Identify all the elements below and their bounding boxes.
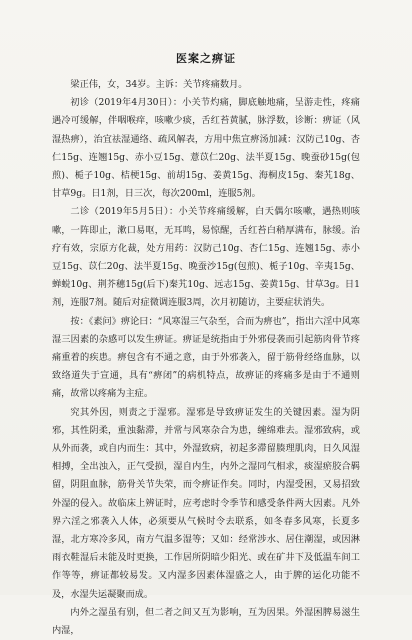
paragraph-patient-info: 梁正伟，女，34岁。主诉：关节疼痛数月。 [70, 79, 248, 90]
paragraph-external-cause: 究其外因，则责之于湿邪。湿邪是导致痹证发生的关键因素。湿为阴邪，其性阴柔，重浊黏滞，并常与风寒杂合为患，缠绵难去。湿邪致病，或从外而袭，或自内而生：其中，外湿致病，初起多滞留腠理肌肉，日久风湿相搏，全出浊入，正气受损，湿自内生，内外之湿同气相求，痰湿瘀胶合羁留，阴阻血脉，筋骨关节失荣，而令痹证作矣。同时，内湿受困，又易招致外湿的侵入。故临床上辨证时，应考虑时令季节和感受条件两大因素。凡外界六淫之邪袭入人体，必须要从气候时令去联系，如冬春多风寒，长夏多湿，北方寒冷多风，南方气温多湿等；又如：经常涉水、居住潮湿，或因淋雨衣鞋湿后未能及时更换，工作居所阴暗少阳光、或在矿井下及低温车间工作等等，痹证都较易发。又内湿多因素体湿盛之人，由于脾的运化功能不及，水湿失运凝聚而成。 [52, 406, 360, 600]
paragraph-second-visit: 二诊（2019年5月5日）：小关节疼痛缓解，白天偶尔咳嗽，遇热则咳嗽，一阵即止，漱口易呕，无耳鸣，易惊醒，舌红苔白稍厚满布，脉缓。治疗有效，宗原方化裁，处方用药：汉防己10g、杏仁15g、连翘15g、赤小豆15g、苡仁20g、法半夏15g、晚蚕沙15g(包煎)、栀子10g、辛夷15g、蝉蜕10g、荆芥穗15g(后下)秦艽10g、远志15g、姜黄15g、甘草3g。日1剂，连服7剂。随后对症微调连服3周，次月初随访，主要症状消失。 [52, 206, 360, 309]
paragraph-commentary: 按：《素问》痹论曰：“风寒湿三气杂至，合而为痹也”，指出六淫中风寒湿三因素的杂感可以发生痹证。痹证是统指由于外邪侵袭而引起筋肉骨节疼痛重着的疾患。痹包含有不通之意，由于外邪袭入，留于筋骨经络血脉，以致络道失于宣通，具有“痹闭”的病机特点，故痹证的疼痛多是由于不通则痛，故常以疼痛为主症。 [52, 315, 360, 400]
paragraph-first-visit: 初诊（2019年4月30日）：小关节灼痛，脚底触地痛，呈游走性，疼痛遇冷可缓解，伴咽喉痒，咳嗽少痰，舌红苔黄腻，脉浮数，诊断：痹证（风湿热痹），治宜祛湿通络、疏风解表，方用中焦宣痹汤加减：汉防己10g、杏仁15g、连翘15g、赤小豆15g、薏苡仁20g、法半夏15g、晚蚕砂15g(包煎)、栀子10g、桔梗15g、前胡15g、姜黄15g、海桐皮15g、秦艽18g、甘草9g。日1剂，日三次，每次200ml，连服5剂。 [52, 97, 360, 200]
paragraph-internal-external-dampness: 内外之湿虽有别，但二者之间又互为影响，互为因果。外湿困脾易滋生内湿， [52, 606, 360, 637]
document-title: 医案之痹证 [176, 52, 236, 65]
